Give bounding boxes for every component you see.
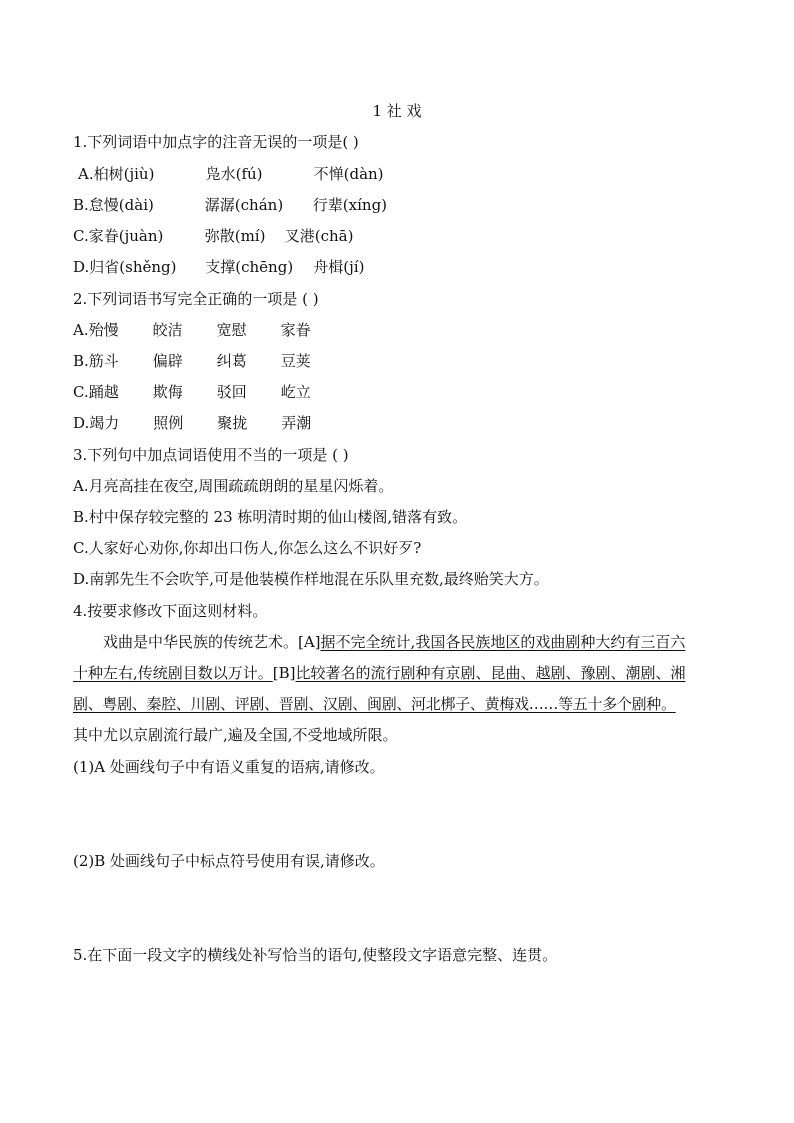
question-2-stem: 2.下列词语书写完全正确的一项是 ( ) — [73, 290, 319, 308]
option-word: 怠慢(dài) — [88, 196, 154, 214]
option-word: 驳回 — [216, 383, 247, 401]
option-word: 殆慢 — [88, 321, 119, 339]
q2-option-c — [73, 382, 311, 402]
option-word: 弄潮 — [281, 414, 312, 432]
q4-subquestion-2: (2)B 处画线句子中标点符号使用有误,请修改。 — [73, 852, 385, 870]
q1-option-c — [73, 226, 353, 246]
q3-option-b: B.村中保存较完整的 23 栋明清时期的仙山楼阁,错落有致。 — [73, 508, 468, 526]
option-letter: A. — [73, 321, 89, 339]
option-letter: D. — [73, 414, 90, 432]
option-letter: C. — [73, 227, 89, 245]
passage-underlined-b: 剧、粤剧、秦腔、川剧、评剧、晋剧、汉剧、闽剧、河北梆子、黄梅戏……等五十多个剧种。 — [73, 695, 676, 713]
option-word: 舟楫(jí) — [313, 258, 365, 276]
option-word: 家眷 — [280, 321, 311, 339]
q4-subquestion-1: (1)A 处画线句子中有语义重复的语病,请修改。 — [73, 758, 385, 776]
option-letter: D. — [73, 258, 90, 276]
option-word: 弥散(mí) — [204, 227, 266, 245]
option-word: 支撑(chēng) — [205, 258, 294, 276]
option-word: 屹立 — [280, 383, 311, 401]
q1-option-b — [73, 195, 387, 215]
question-1-stem: 1.下列词语中加点字的注音无误的一项是( ) — [73, 133, 359, 151]
option-letter: B. — [73, 352, 89, 370]
option-word: 豆荚 — [280, 352, 311, 370]
passage-underlined-a: 据不完全统计,我国各民族地区的戏曲剧种大约有三百六 — [320, 633, 686, 651]
q2-option-a — [73, 320, 311, 340]
passage-underlined-a: 十种左右,传统剧目数以万计。 — [73, 664, 273, 682]
question-4-stem: 4.按要求修改下面这则材料。 — [73, 602, 268, 620]
question-5-stem: 5.在下面一段文字的横线处补写恰当的语句,使整段文字语意完整、连贯。 — [73, 946, 558, 964]
option-word: 不惮(dàn) — [313, 165, 384, 183]
q3-option-a: A.月亮高挂在夜空,周围疏疏朗朗的星星闪烁着。 — [73, 477, 394, 495]
option-word: 聚拢 — [217, 414, 248, 432]
option-word: 纠葛 — [216, 352, 247, 370]
option-word: 叉港(chā) — [284, 227, 354, 245]
option-word: 桕树(jiù) — [93, 165, 155, 183]
q1-option-a — [78, 164, 384, 184]
question-3-stem: 3.下列句中加点词语使用不当的一项是 ( ) — [73, 446, 349, 464]
page-title: 1 社 戏 — [372, 102, 422, 120]
option-word: 皎洁 — [152, 321, 183, 339]
passage-underlined-b: 比较著名的流行剧种有京剧、昆曲、越剧、豫剧、潮剧、湘 — [295, 664, 686, 682]
q3-option-d: D.南郭先生不会吹竽,可是他装模作样地混在乐队里充数,最终贻笑大方。 — [73, 570, 549, 588]
q1-option-d — [73, 257, 364, 277]
option-word: 家眷(juàn) — [88, 227, 164, 245]
option-word: 凫水(fú) — [205, 165, 263, 183]
option-letter: B. — [73, 196, 89, 214]
option-word: 宽慰 — [216, 321, 247, 339]
option-letter: A. — [78, 165, 94, 183]
q4-passage-line-4: 其中尤以京剧流行最广,遍及全国,不受地域所限。 — [73, 726, 398, 744]
passage-text: 戏曲是中华民族的传统艺术。[A] — [103, 633, 321, 651]
option-word: 欺侮 — [152, 383, 183, 401]
option-word: 归省(shěng) — [89, 258, 177, 276]
q4-passage-line-2 — [73, 663, 686, 683]
option-word: 筋斗 — [88, 352, 119, 370]
option-word: 偏辟 — [152, 352, 183, 370]
option-word: 潺潺(chán) — [204, 196, 284, 214]
q3-option-c: C.人家好心劝你,你却出口伤人,你怎么这么不识好歹? — [73, 539, 422, 557]
option-word: 踊越 — [88, 383, 119, 401]
option-word: 行辈(xíng) — [312, 196, 388, 214]
q2-option-d — [73, 413, 311, 433]
option-letter: C. — [73, 383, 89, 401]
passage-text: [B] — [272, 664, 296, 682]
option-word: 照例 — [153, 414, 184, 432]
q4-passage-line-1 — [103, 632, 685, 652]
q2-option-b — [73, 351, 311, 371]
q4-passage-line-3 — [73, 694, 676, 714]
option-word: 竭力 — [89, 414, 120, 432]
